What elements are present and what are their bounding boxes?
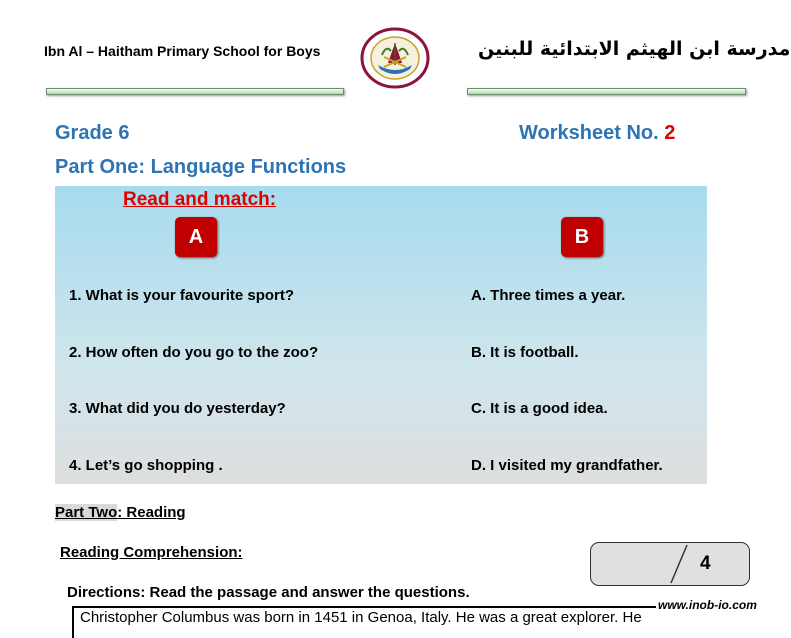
question-item: 4. Let’s go shopping . <box>69 457 223 474</box>
school-name-english: Ibn Al – Haitham Primary School for Boys <box>44 43 321 59</box>
answer-item: C. It is a good idea. <box>471 400 608 417</box>
header-rule-right <box>467 88 746 95</box>
score-value: 4 <box>700 553 711 574</box>
matching-exercise-panel <box>55 186 707 484</box>
ministry-emblem-logo <box>360 27 430 89</box>
score-divider-slash <box>591 543 749 585</box>
question-item: 2. How often do you go to the zoo? <box>69 344 319 361</box>
worksheet-label-text: Worksheet No. <box>519 122 659 144</box>
column-a-badge: A <box>175 217 217 257</box>
school-name-arabic: مدرسة ابن الهيثم الابتدائية للبنين <box>478 38 791 60</box>
grade-label: Grade 6 <box>55 122 130 144</box>
part-one-title: Part One: Language Functions <box>55 156 347 178</box>
reading-comprehension-heading: Reading Comprehension: <box>60 544 243 561</box>
match-instruction: Read and match: <box>123 189 277 210</box>
score-box <box>590 542 750 586</box>
question-item: 1. What is your favourite sport? <box>69 287 295 304</box>
part-two-title-highlight: Part Two <box>55 504 118 521</box>
answer-item: A. Three times a year. <box>471 287 626 304</box>
directions-text: Directions: Read the passage and answer the questions. <box>67 584 470 601</box>
part-two-title <box>55 504 186 521</box>
worksheet-number: 2 <box>664 122 676 144</box>
column-b-badge: B <box>561 217 603 257</box>
answer-item: D. I visited my grandfather. <box>471 457 663 474</box>
header-rule-left <box>46 88 344 95</box>
question-item: 3. What did you do yesterday? <box>69 400 286 417</box>
answer-item: B. It is football. <box>471 344 579 361</box>
passage-text: Christopher Columbus was born in 1451 in Genoa, Italy. He was a great explorer. He <box>80 609 642 626</box>
site-watermark: www.inob-io.com <box>658 598 757 612</box>
part-two-title-rest: : Reading <box>117 504 186 521</box>
worksheet-label <box>519 122 675 145</box>
